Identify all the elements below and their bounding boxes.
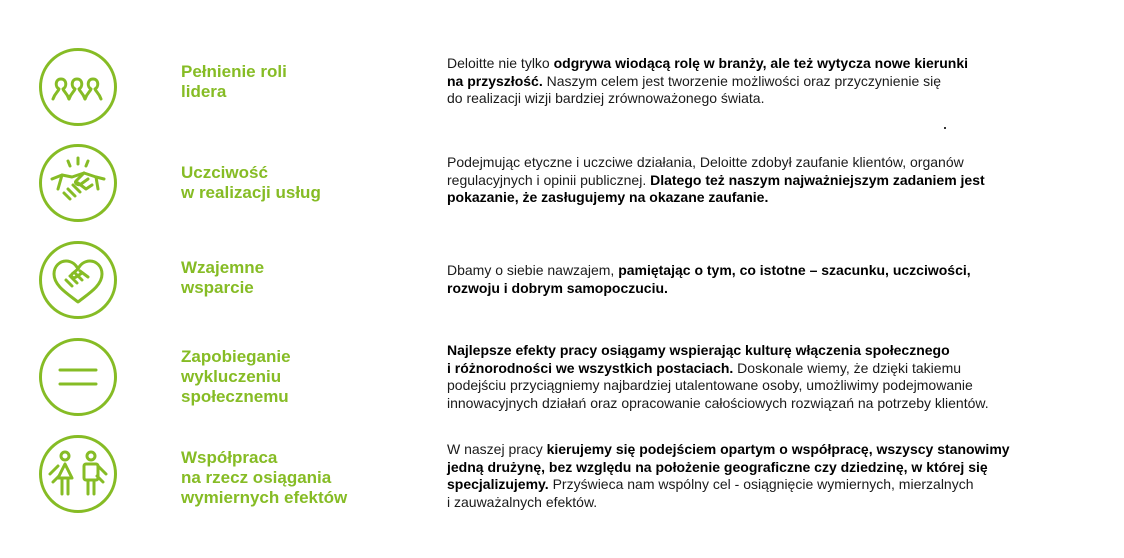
team-people-icon <box>38 47 118 127</box>
value-title-support: Wzajemne wsparcie <box>181 258 265 297</box>
collaboration-people-icon <box>38 434 118 514</box>
value-description-leadership: Deloitte nie tylko odgrywa wiodącą rolę w branży, ale też wytycza nowe kierunki na przyszłość. Naszym celem jest tworzenie możliwości oraz przyczynienie się do realizacji wizji bardziej zrównoważonego świata. <box>447 55 969 106</box>
value-title-integrity: Uczciwość w realizacji usług <box>181 163 321 202</box>
value-description-integrity: Podejmując etyczne i uczciwe działania, Deloitte zdobył zaufanie klientów, organów regulacyjnych i opinii publicznej. Dlatego też naszym najważniejszym zadaniem jest pokazanie, że zasługujemy na okazane zaufanie. <box>447 154 985 205</box>
heart-handshake-icon <box>38 240 118 320</box>
value-title-inclusion: Zapobieganie wykluczeniu społecznemu <box>181 347 291 406</box>
value-description-inclusion: Najlepsze efekty pracy osiągamy wspierając kulturę włączenia społecznego i różnorodności we wszystkich postaciach. Doskonale wiemy, że dzięki takiemu podejściu przyciągniemy najbardziej utalentowane osoby, umożliwimy podejmowanie innowacyjnych działań oraz opracowanie całościowych rozwiązań na potrzeby klientów. <box>447 342 989 411</box>
value-description-collaboration: W naszej pracy kierujemy się podejściem opartym o współpracę, wszyscy stanowimy jedną drużynę, bez względu na położenie geograficzne czy dziedzinę, w której się specjalizujemy. Przyświeca nam wspólny cel - osiągnięcie wymiernych, mierzalnych i zauważalnych efektów. <box>447 441 1010 510</box>
value-title-collaboration: Współpraca na rzecz osiągania wymiernych efektów <box>181 448 348 507</box>
value-description-support: Dbamy o siebie nawzajem, pamiętając o tym, co istotne – szacunku, uczciwości, rozwoju i dobrym samopoczuciu. <box>447 262 971 296</box>
handshake-icon <box>38 143 118 223</box>
equals-icon <box>38 337 118 417</box>
stray-dot <box>944 127 946 129</box>
value-title-leadership: Pełnienie roli lidera <box>181 62 287 101</box>
